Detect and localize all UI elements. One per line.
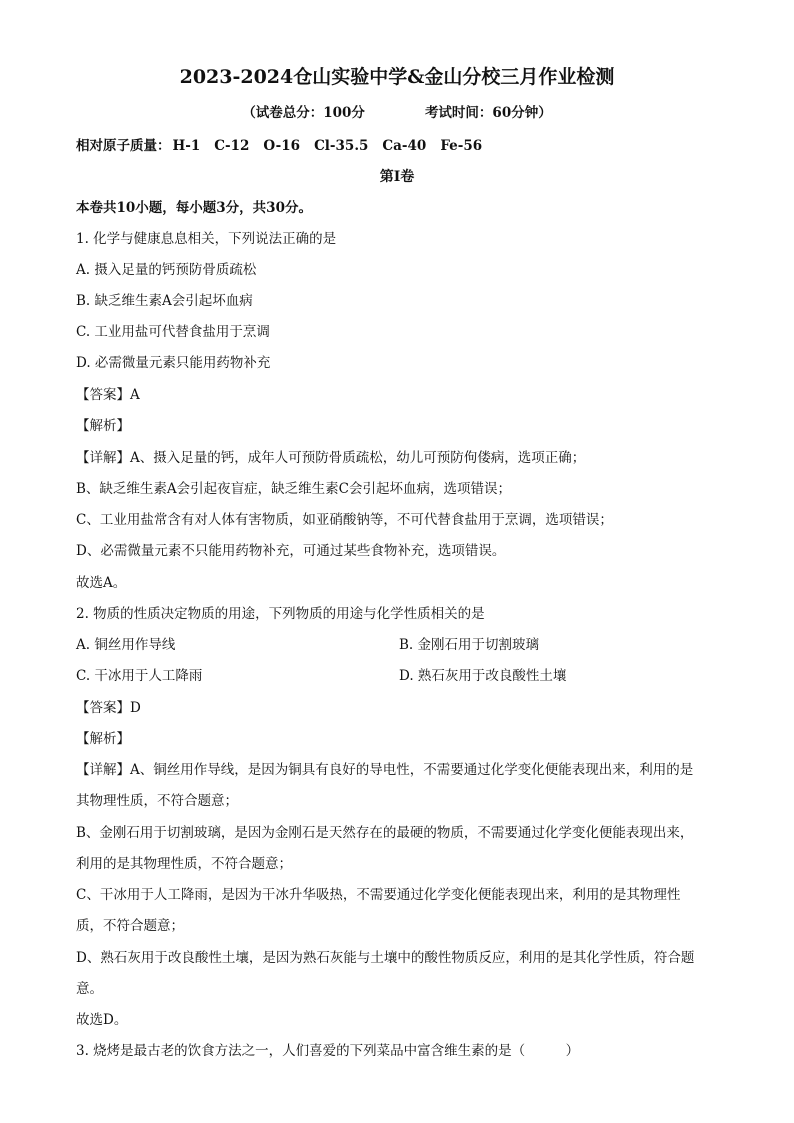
exam-time: 考试时间：60分钟） <box>424 105 552 121</box>
total-score: （试卷总分：100分 <box>242 105 365 121</box>
question-2-option-b: B. 金刚石用于切割玻璃 <box>399 637 540 653</box>
question-1-detail-line: C、工业用盐常含有对人体有害物质，如亚硝酸钠等，不可代替食盐用于烹调，选项错误； <box>76 512 613 528</box>
question-1-option-d: D. 必需微量元素只能用药物补充 <box>76 355 271 371</box>
question-1-answer: 【答案】A <box>76 387 140 403</box>
question-1-detail-line: D、必需微量元素不只能用药物补充，可通过某些食物补充，选项错误。 <box>76 543 506 559</box>
question-2-detail-line: D、熟石灰用于改良酸性土壤，是因为熟石灰能与土壤中的酸性物质反应，利用的是其化学性质，符合题 <box>76 950 695 966</box>
question-1-conclusion: 故选A。 <box>76 575 127 591</box>
atomic-mass-label: 相对原子质量： <box>76 138 171 154</box>
question-1-option-a: A. 摄入足量的钙预防骨质疏松 <box>76 262 257 278</box>
question-2-detail-line: 质，不符合题意； <box>76 918 184 934</box>
atomic-mass-c: C-12 <box>214 138 250 154</box>
question-1-option-b: B. 缺乏维生素A会引起坏血病 <box>76 293 253 309</box>
question-1-detail-line: B、缺乏维生素A会引起夜盲症，缺乏维生素C会引起坏血病，选项错误； <box>76 481 511 497</box>
question-2-analysis-label: 【解析】 <box>76 731 130 747</box>
question-2-option-c: C. 干冰用于人工降雨 <box>76 668 203 684</box>
question-2-detail-line: 意。 <box>76 981 103 997</box>
question-1-option-c: C. 工业用盐可代替食盐用于烹调 <box>76 324 270 340</box>
question-2-option-a: A. 铜丝用作导线 <box>76 637 176 653</box>
question-2-answer: 【答案】D <box>76 700 141 716</box>
question-1-analysis-label: 【解析】 <box>76 418 130 434</box>
atomic-mass-cl: Cl-35.5 <box>314 138 369 154</box>
section-intro: 本卷共10小题，每小题3分，共30分。 <box>76 200 312 216</box>
atomic-mass-line <box>76 136 726 156</box>
question-2-conclusion: 故选D。 <box>76 1012 128 1028</box>
question-2-option-d: D. 熟石灰用于改良酸性土壤 <box>399 668 567 684</box>
atomic-mass-fe: Fe-56 <box>440 138 483 154</box>
question-2-detail-line: B、金刚石用于切割玻璃，是因为金刚石是天然存在的最硬的物质，不需要通过化学变化便能表现出来， <box>76 825 694 841</box>
atomic-mass-ca: Ca-40 <box>382 138 427 154</box>
question-2-detail-line: 【详解】A、铜丝用作导线，是因为铜具有良好的导电性，不需要通过化学变化便能表现出来，利用的是 <box>76 762 694 778</box>
exam-title: 2023-2024仓山实验中学&金山分校三月作业检测 <box>179 66 615 88</box>
volume-heading: 第I卷 <box>379 169 415 185</box>
atomic-mass-o: O-16 <box>263 138 301 154</box>
question-2-detail-line: C、干冰用于人工降雨，是因为干冰升华吸热，不需要通过化学变化便能表现出来，利用的是其物理性 <box>76 887 681 903</box>
question-3-stem: 3. 烧烤是最古老的饮食方法之一，人们喜爱的下列菜品中富含维生素的是（ ） <box>76 1043 580 1059</box>
atomic-mass-h: H-1 <box>172 138 201 154</box>
question-2-detail-line: 利用的是其物理性质，不符合题意； <box>76 856 292 872</box>
exam-meta <box>0 103 794 123</box>
question-2-stem: 2. 物质的性质决定物质的用途，下列物质的用途与化学性质相关的是 <box>76 606 485 622</box>
question-2-detail-line: 其物理性质，不符合题意； <box>76 793 238 809</box>
question-1-stem: 1. 化学与健康息息相关，下列说法正确的是 <box>76 231 337 247</box>
question-1-detail-line: 【详解】A、摄入足量的钙，成年人可预防骨质疏松，幼儿可预防佝偻病，选项正确； <box>76 450 586 466</box>
